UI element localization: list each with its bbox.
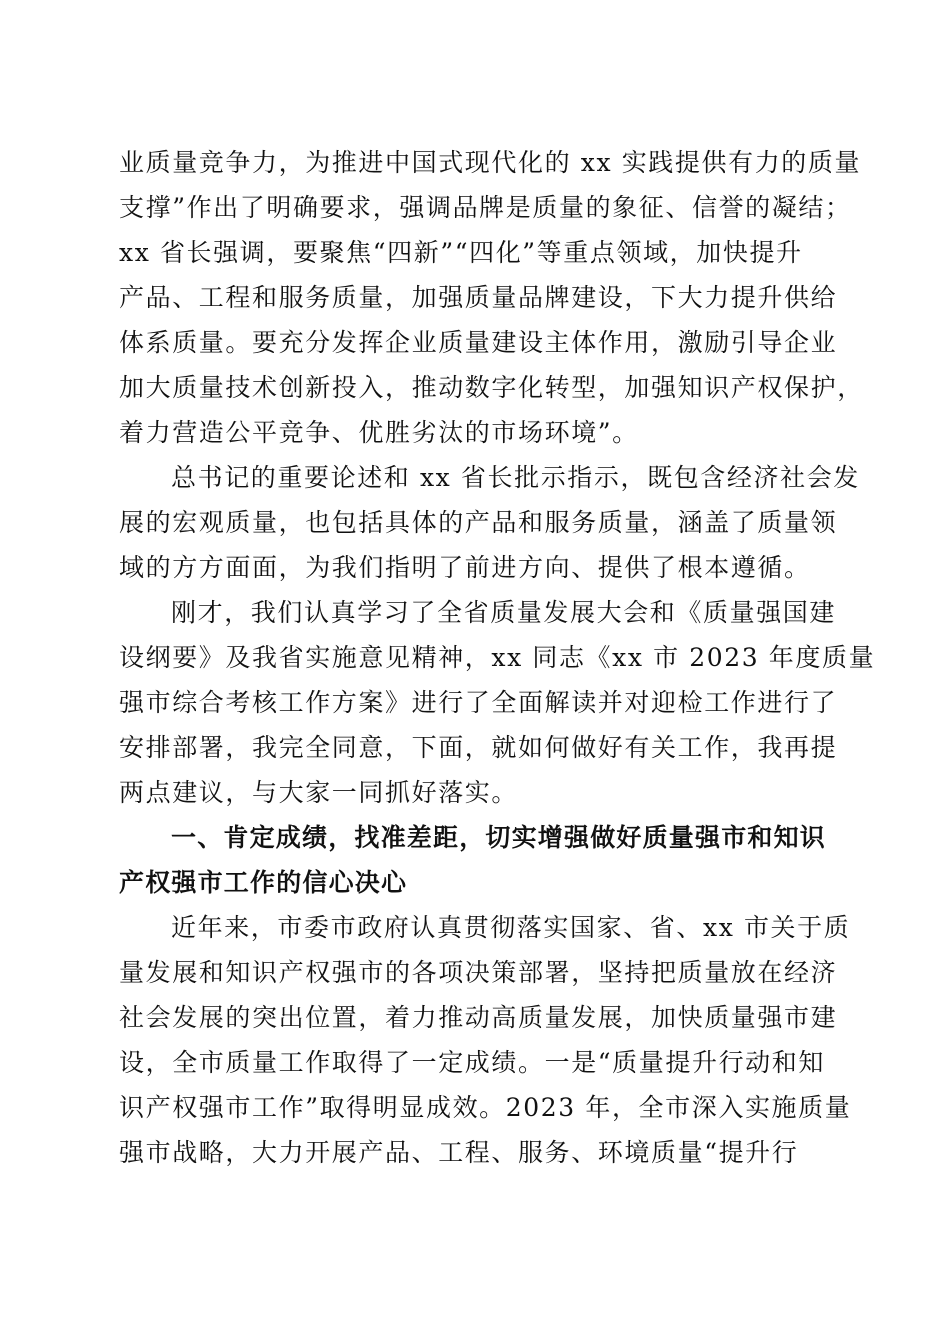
paragraph-meeting-review: [119, 590, 876, 815]
paragraph-summary: [119, 455, 860, 590]
text-line: 两点建议，与大家一同抓好落实。: [119, 778, 519, 807]
text-line: 加大质量技术创新投入，推动数字化转型，加强知识产权保护，: [119, 373, 864, 402]
text-line: 支撑”作出了明确要求，强调品牌是质量的象征、信誉的凝结；: [119, 193, 852, 222]
text-line: 业质量竞争力，为推进中国式现代化的 xx 实践提供有力的质量: [119, 148, 862, 177]
text-line: 产品、工程和服务质量，加强质量品牌建设，下大力提升供给: [119, 283, 838, 312]
heading-line: 产权强市工作的信心决心: [119, 868, 408, 897]
text-line: 社会发展的突出位置，着力推动高质量发展，加快质量强市建: [119, 1003, 838, 1032]
text-line: xx 省长强调，要聚焦“四新”“四化”等重点领域，加快提升: [119, 238, 803, 267]
text-line: 设纲要》及我省实施意见精神，xx 同志《xx 市 2023 年度质量: [119, 643, 876, 672]
text-line: 刚才，我们认真学习了全省质量发展大会和《质量强国建: [171, 598, 837, 627]
text-line: 着力营造公平竞争、优胜劣汰的市场环境”。: [119, 418, 639, 447]
text-line: 近年来，市委市政府认真贯彻落实国家、省、xx 市关于质: [171, 913, 851, 942]
text-line: 强市战略，大力开展产品、工程、服务、环境质量“提升行: [119, 1138, 799, 1167]
paragraph-quote-continuation: [119, 140, 864, 455]
paragraph-achievements: [119, 905, 852, 1175]
text-line: 识产权强市工作”取得明显成效。2023 年，全市深入实施质量: [119, 1093, 852, 1122]
text-line: 强市综合考核工作方案》进行了全面解读并对迎检工作进行了: [119, 688, 838, 717]
text-line: 量发展和知识产权强市的各项决策部署，坚持把质量放在经济: [119, 958, 838, 987]
text-line: 展的宏观质量，也包括具体的产品和服务质量，涵盖了质量领: [119, 508, 838, 537]
section-heading: [119, 815, 831, 905]
text-line: 域的方方面面，为我们指明了前进方向、提供了根本遵循。: [119, 553, 811, 582]
document-body: [119, 140, 876, 1175]
heading-line: 一、肯定成绩，找准差距，切实增强做好质量强市和知识: [171, 823, 827, 852]
text-line: 设，全市质量工作取得了一定成绩。一是“质量提升行动和知: [119, 1048, 825, 1077]
text-line: 体系质量。要充分发挥企业质量建设主体作用，激励引导企业: [119, 328, 838, 357]
text-line: 总书记的重要论述和 xx 省长批示指示，既包含经济社会发: [171, 463, 860, 492]
text-line: 安排部署，我完全同意，下面，就如何做好有关工作，我再提: [119, 733, 838, 762]
